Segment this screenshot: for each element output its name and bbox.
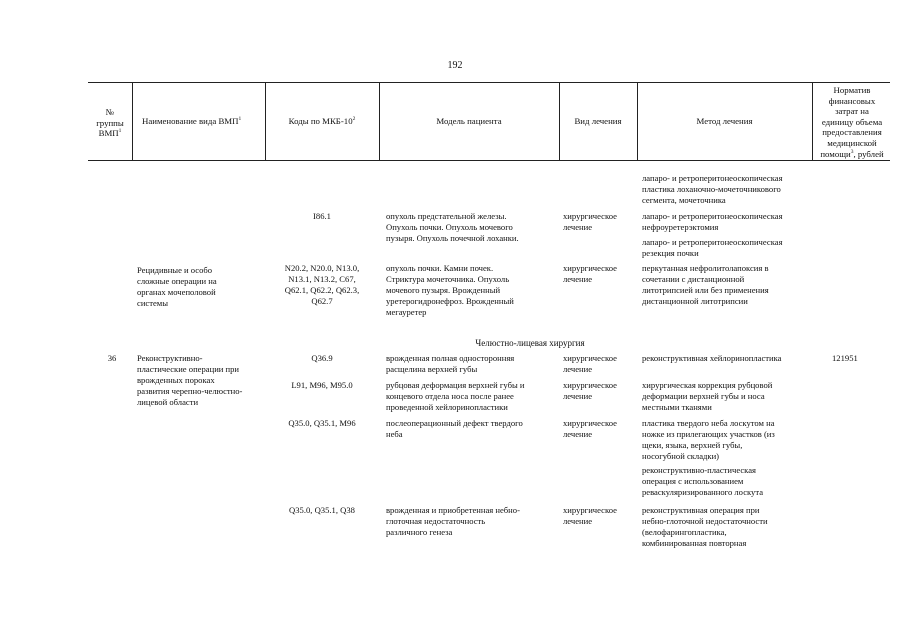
- row4-method: реконструктивная операция при небно-глоточной недостаточности (велофарингопластика, комбинированная повторная: [642, 505, 768, 548]
- row2-method: хирургическая коррекция рубцовой деформации верхней губы и носа местными тканями: [642, 380, 773, 412]
- row3-method-1: пластика твердого неба лоскутом на ножке из прилегающих участков (из щеки, языка, верхней губы, носогубной складки): [642, 418, 775, 461]
- row3-treatment: хирургическое лечение: [563, 418, 617, 439]
- header-treatment-type: Вид лечения: [574, 116, 622, 126]
- top-method: лапаро- и ретроперитонеоскопическая пластика лоханочно-мочеточникового сегмента, мочеточника: [642, 173, 783, 205]
- row4-model: врожденная и приобретенная небно- глоточная недостаточность различного генеза: [386, 505, 520, 537]
- i86-method-1: лапаро- и ретроперитонеоскопическая нефроуретерэктомия: [642, 211, 783, 232]
- header-group-no: № группы ВМП$^1$: [96, 107, 124, 139]
- i86-model: опухоль предстательной железы. Опухоль почки. Опухоль мочевого пузыря. Опухоль почечной лоханки.: [386, 211, 519, 243]
- recid-method: перкутанная нефролитолапоксия в сочетании с дистанционной литотрипсией или без применения дистанционной литотрипсии: [642, 263, 769, 306]
- recid-treatment: хирургическое лечение: [563, 263, 617, 284]
- header-method: Метод лечения: [696, 116, 753, 126]
- row2-code: L91, M96, M95.0: [291, 380, 353, 390]
- row2-treatment: хирургическое лечение: [563, 380, 617, 401]
- header-top-rule: [88, 82, 890, 83]
- recid-name: Рецидивные и особо сложные операции на органах мочеполовой системы: [137, 265, 217, 308]
- section-title: Челюстно-лицевая хирургия: [475, 338, 585, 348]
- row1-treatment: хирургическое лечение: [563, 353, 617, 374]
- page-number: 192: [447, 60, 463, 71]
- header-model: Модель пациента: [436, 116, 502, 126]
- row3-code: Q35.0, Q35.1, M96: [288, 418, 356, 428]
- group-36-number: 36: [107, 353, 117, 363]
- row4-code: Q35.0, Q35.1, Q38: [289, 505, 355, 515]
- group-36-norm: 121951: [832, 353, 858, 363]
- row2-model: рубцовая деформация верхней губы и концевого отдела носа после ранее проведенной хейлоринопластики: [386, 380, 525, 412]
- i86-code: I86.1: [313, 211, 331, 221]
- header-norm: Норматив финансовых затрат на единицу объема предоставления медицинской помощи$^3$, рублей: [820, 85, 884, 159]
- row3-model: послеоперационный дефект твердого неба: [386, 418, 523, 439]
- row3-method-2: реконструктивно-пластическая операция с использованием реваскуляризированного лоскута: [642, 465, 764, 497]
- row1-model: врожденная полная односторонняя расщелина верхней губы: [386, 353, 515, 374]
- header-col-divider: [132, 82, 133, 161]
- header-bottom-rule: [88, 160, 890, 161]
- i86-treatment: хирургическое лечение: [563, 211, 617, 232]
- header-name: Наименование вида ВМП$^1$: [142, 116, 242, 126]
- row4-treatment: хирургическое лечение: [563, 505, 617, 526]
- row1-method: реконструктивная хейлоринопластика: [642, 353, 782, 363]
- recid-codes: N20.2, N20.0, N13.0, N13.1, N13.2, C67, Q62.1, Q62.2, Q62.3, Q62.7: [284, 263, 360, 306]
- header-codes: Коды по МКБ-$10^2$: [288, 116, 356, 126]
- row1-code: Q36.9: [311, 353, 333, 363]
- group-36-name: Реконструктивно- пластические операции при врожденных пороках развития черепно-челюстно- лицевой области: [137, 353, 243, 407]
- i86-method-2: лапаро- и ретроперитонеоскопическая резекция почки: [642, 237, 783, 258]
- recid-model: опухоль почки. Камни почек. Стриктура мочеточника. Опухоль мочевого пузыря. Врожденный уретерогидронефроз. Врожденный мегауретер: [386, 263, 514, 317]
